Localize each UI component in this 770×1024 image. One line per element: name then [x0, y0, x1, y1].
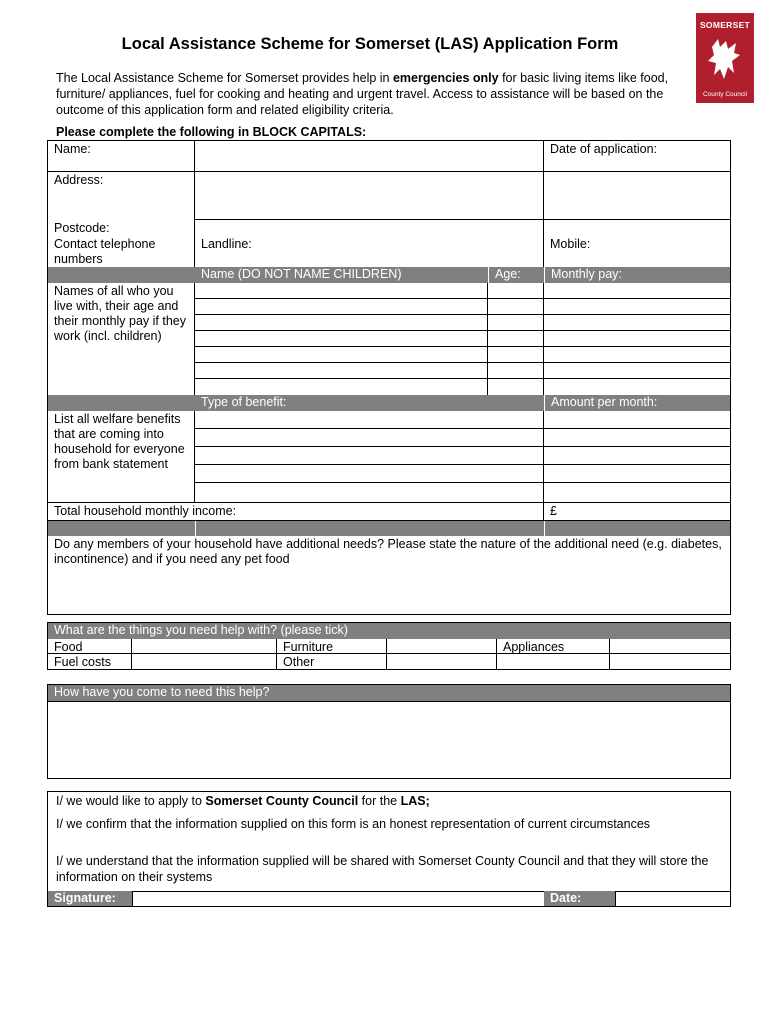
household-name-header: Name (DO NOT NAME CHILDREN) — [195, 267, 488, 283]
benefit-type-cell[interactable] — [195, 447, 544, 465]
benefit-type-cell[interactable] — [195, 465, 544, 483]
section-separator — [48, 521, 195, 536]
intro-emphasis: emergencies only — [392, 71, 499, 85]
help-item-furniture-label: Furniture — [277, 639, 387, 654]
help-item-other-checkbox[interactable] — [387, 654, 497, 669]
declaration-date-label: Date: — [544, 891, 615, 906]
declaration-date-field[interactable] — [615, 891, 730, 906]
date-of-application-field[interactable] — [544, 141, 730, 172]
help-item-fuel-label: Fuel costs — [48, 654, 132, 669]
postcode-label: Postcode: — [48, 220, 195, 236]
household-name-cell[interactable] — [195, 315, 488, 331]
household-age-cell[interactable] — [488, 283, 544, 299]
mobile-field[interactable] — [544, 236, 730, 267]
household-age-cell[interactable] — [488, 299, 544, 315]
household-pay-cell[interactable] — [544, 315, 730, 331]
postcode-field[interactable] — [195, 220, 544, 236]
landline-label: Landline: — [201, 237, 252, 251]
logo-bottom-text: County Council — [702, 91, 748, 98]
help-needed-table — [47, 622, 731, 670]
household-age-cell[interactable] — [488, 347, 544, 363]
household-name-cell[interactable] — [195, 331, 488, 347]
household-age-cell[interactable] — [488, 363, 544, 379]
address-field-extra[interactable] — [544, 172, 730, 220]
household-pay-cell[interactable] — [544, 363, 730, 379]
declaration-line-1 — [56, 793, 721, 809]
household-name-cell[interactable] — [195, 379, 488, 395]
benefit-type-cell[interactable] — [195, 483, 544, 503]
declaration-council-name: Somerset County Council — [205, 794, 359, 808]
name-label: Name: — [48, 141, 195, 172]
household-monthly-pay-header: Monthly pay: — [544, 267, 730, 283]
declaration-scheme-name: LAS; — [400, 794, 430, 808]
benefit-amount-cell[interactable] — [544, 465, 730, 483]
help-item-blank-checkbox[interactable] — [610, 654, 730, 669]
household-pay-cell[interactable] — [544, 331, 730, 347]
mobile-label: Mobile: — [550, 237, 591, 251]
help-item-food-checkbox[interactable] — [132, 639, 277, 654]
how-need-help-section — [47, 684, 731, 779]
help-item-appliances-label: Appliances — [497, 639, 610, 654]
benefit-type-cell[interactable] — [195, 429, 544, 447]
application-form-grid — [47, 140, 731, 615]
section-separator — [196, 521, 544, 536]
currency-symbol: £ — [550, 504, 557, 518]
declaration-section — [47, 791, 731, 907]
how-need-help-field[interactable] — [48, 701, 730, 778]
household-pay-cell[interactable] — [544, 283, 730, 299]
household-name-cell[interactable] — [195, 363, 488, 379]
contact-telephone-label: Contact telephone numbers — [48, 236, 195, 267]
benefit-amount-cell[interactable] — [544, 411, 730, 429]
household-pay-cell[interactable] — [544, 347, 730, 363]
total-household-income-field[interactable] — [544, 503, 730, 521]
household-name-cell[interactable] — [195, 283, 488, 299]
address-field[interactable] — [195, 172, 544, 220]
household-age-cell[interactable] — [488, 379, 544, 395]
intro-text-1: The Local Assistance Scheme for Somerset provides help in — [56, 71, 393, 85]
household-pay-cell[interactable] — [544, 299, 730, 315]
intro-paragraph — [56, 70, 686, 118]
page-title: Local Assistance Scheme for Somerset (LAS) Application Form — [121, 35, 619, 53]
declaration-line-2: I/ we confirm that the information supplied on this form is an honest representation of current circumstances — [56, 817, 651, 831]
additional-needs-question: Do any members of your household have additional needs? Please state the nature of the additional need (e.g. diabetes, incontinence) and if you need any pet food — [54, 537, 722, 566]
benefit-amount-cell[interactable] — [544, 483, 730, 503]
postcode-field-extra[interactable] — [544, 220, 730, 236]
household-age-header: Age: — [488, 267, 544, 283]
how-need-help-header: How have you come to need this help? — [48, 685, 730, 701]
household-pay-cell[interactable] — [544, 379, 730, 395]
benefits-header-spacer — [48, 395, 195, 411]
additional-needs-field[interactable] — [48, 536, 730, 614]
benefit-type-cell[interactable] — [195, 411, 544, 429]
help-item-other-label: Other — [277, 654, 387, 669]
name-field[interactable] — [195, 141, 544, 172]
household-name-cell[interactable] — [195, 299, 488, 315]
benefit-amount-cell[interactable] — [544, 447, 730, 465]
intro-text-2: for basic living items like food, furniture/ appliances, fuel for cooking and heating and urgent travel. Access to assistance will be based on the outcome of this application form and related eligibility criteria. — [56, 71, 669, 117]
total-household-income-label: Total household monthly income: — [48, 503, 544, 521]
benefit-type-header: Type of benefit: — [195, 395, 544, 411]
section-separator — [545, 521, 730, 536]
date-of-application-label: Date of application: — [550, 142, 658, 156]
declaration-text: for the — [358, 794, 401, 808]
benefit-amount-header: Amount per month: — [544, 395, 730, 411]
benefit-amount-cell[interactable] — [544, 429, 730, 447]
address-label: Address: — [48, 172, 195, 220]
signature-label: Signature: — [48, 891, 132, 906]
declaration-line-3: I/ we understand that the information supplied will be shared with Somerset County Council and that they will store the information on their systems — [56, 854, 709, 884]
household-age-cell[interactable] — [488, 315, 544, 331]
landline-field[interactable] — [195, 236, 544, 267]
block-capitals-instruction: Please complete the following in BLOCK CAPITALS: — [56, 125, 367, 139]
wyvern-icon — [706, 33, 744, 85]
signature-field[interactable] — [132, 891, 544, 906]
household-name-cell[interactable] — [195, 347, 488, 363]
household-header-spacer — [48, 267, 195, 283]
help-item-furniture-checkbox[interactable] — [387, 639, 497, 654]
help-needed-header: What are the things you need help with? (please tick) — [48, 623, 730, 639]
help-item-blank — [497, 654, 610, 669]
logo-top-text: SOMERSET — [699, 20, 751, 30]
help-item-fuel-checkbox[interactable] — [132, 654, 277, 669]
help-item-food-label: Food — [48, 639, 132, 654]
help-item-appliances-checkbox[interactable] — [610, 639, 730, 654]
declaration-text: I/ we would like to apply to — [56, 794, 206, 808]
household-members-label: Names of all who you live with, their age and their monthly pay if they work (incl. children) — [48, 283, 195, 395]
somerset-county-council-logo — [696, 13, 754, 103]
welfare-benefits-label: List all welfare benefits that are coming into household for everyone from bank statement — [48, 411, 195, 503]
household-age-cell[interactable] — [488, 331, 544, 347]
